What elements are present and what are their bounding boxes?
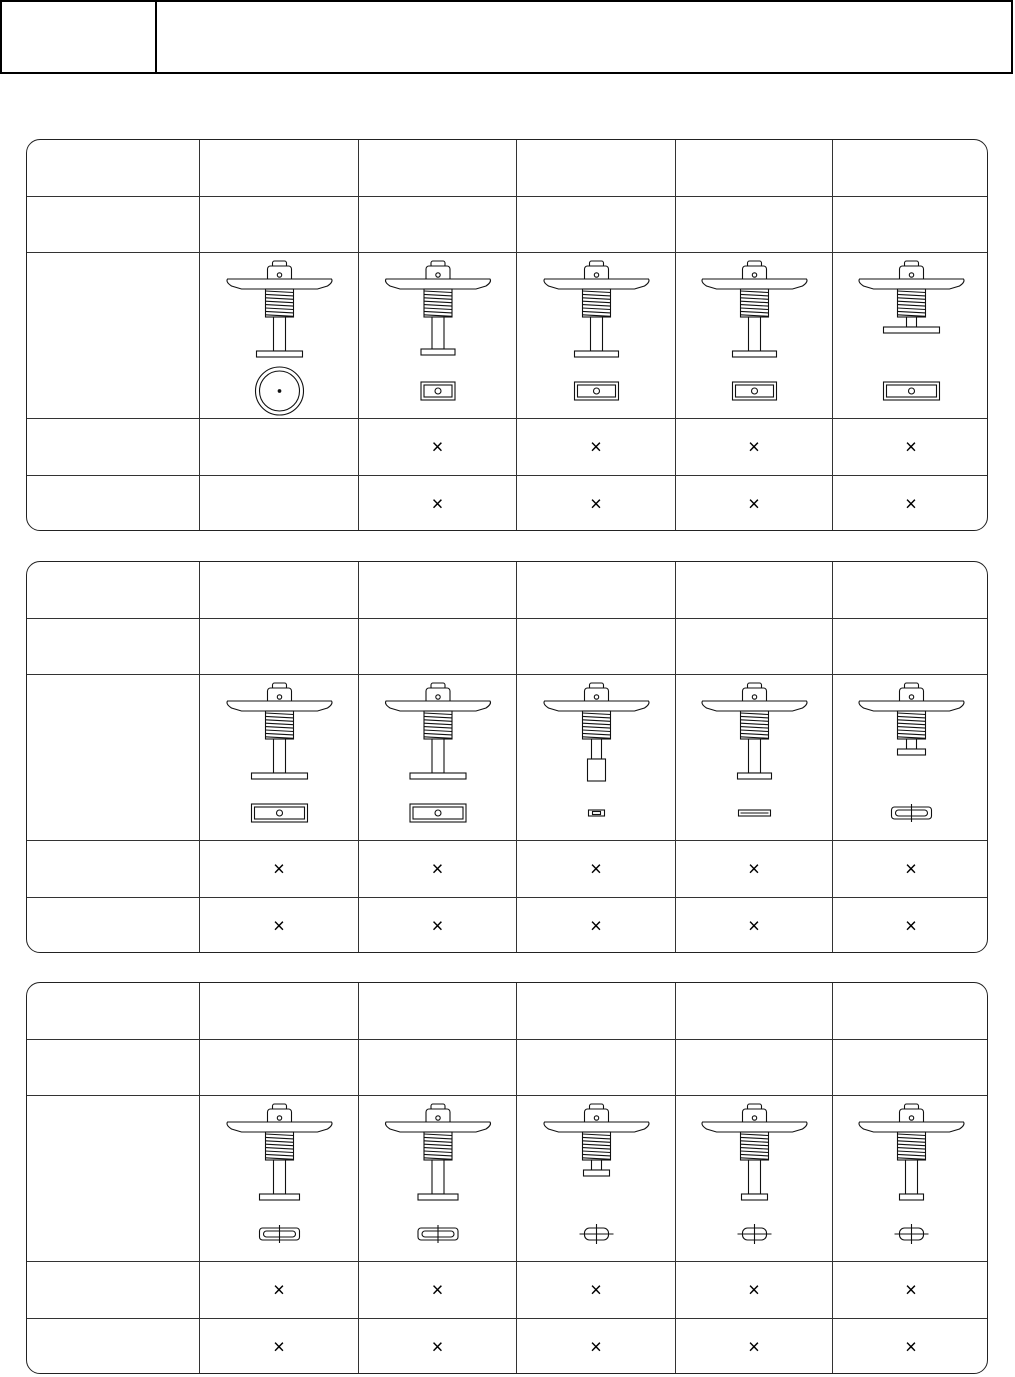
row-label-cell — [27, 253, 199, 419]
table-cell — [832, 1040, 988, 1096]
table-cell — [358, 983, 516, 1039]
table-cell — [832, 476, 988, 531]
table-cell — [516, 983, 675, 1039]
actuator-figure — [544, 683, 649, 816]
table-cell — [516, 841, 675, 898]
table-cell — [675, 419, 832, 476]
cross-mark: × — [590, 436, 602, 459]
table-cell — [199, 841, 358, 898]
cross-mark: × — [748, 436, 760, 459]
cross-mark: × — [590, 1336, 602, 1359]
table-cell — [675, 562, 832, 618]
table-cell — [199, 1040, 358, 1096]
actuator-figure — [227, 683, 332, 822]
table-cell — [832, 619, 988, 675]
row-label-cell — [27, 841, 199, 898]
row-label-cell — [27, 619, 199, 675]
cross-mark: × — [748, 915, 760, 938]
row-label-cell — [27, 1319, 199, 1374]
cross-mark: × — [431, 1279, 444, 1302]
spec-table — [26, 139, 988, 531]
table-cell — [832, 983, 988, 1039]
actuator-diagram — [200, 253, 358, 419]
table-cell — [358, 898, 516, 953]
table-cell — [832, 197, 988, 253]
table-cell — [675, 983, 832, 1039]
actuator-diagram — [833, 253, 988, 419]
cross-mark: × — [905, 915, 917, 938]
cross-mark: × — [273, 858, 285, 881]
table-cell — [199, 898, 358, 953]
table-cell — [199, 253, 358, 419]
table-cell — [832, 419, 988, 476]
table-cell — [358, 675, 516, 841]
table-cell — [199, 1262, 358, 1319]
table-cell — [358, 197, 516, 253]
cross-mark: × — [431, 436, 444, 459]
cross-mark: × — [905, 1336, 917, 1359]
actuator-figure — [859, 683, 964, 822]
table-cell — [199, 675, 358, 841]
cross-mark: × — [748, 493, 760, 516]
cross-mark: × — [431, 915, 444, 938]
table-cell — [199, 619, 358, 675]
cross-mark: × — [748, 1336, 760, 1359]
actuator-diagram — [359, 253, 516, 419]
table-row — [27, 562, 987, 618]
cross-mark: × — [273, 1279, 285, 1302]
table-cell — [516, 898, 675, 953]
cross-mark: × — [905, 858, 917, 881]
table-cell — [675, 197, 832, 253]
cross-mark: × — [905, 436, 917, 459]
header-box — [0, 0, 1013, 74]
actuator-figure — [702, 683, 807, 816]
actuator-diagram — [200, 1096, 358, 1262]
actuator-figure — [386, 261, 491, 400]
table-cell — [675, 1262, 832, 1319]
table-cell — [675, 898, 832, 953]
row-label-cell — [27, 197, 199, 253]
actuator-diagram — [517, 1096, 675, 1262]
cross-mark: × — [590, 858, 602, 881]
table-row — [27, 983, 987, 1039]
actuator-diagram — [676, 675, 832, 841]
actuator-figure — [227, 1104, 332, 1243]
actuator-diagram — [517, 253, 675, 419]
table-row — [27, 674, 987, 841]
table-cell — [358, 562, 516, 618]
table-row — [27, 897, 987, 953]
table-cell — [516, 675, 675, 841]
table-row — [27, 1318, 987, 1374]
table-cell — [358, 1096, 516, 1262]
row-label-cell — [27, 140, 199, 196]
table-cell — [516, 562, 675, 618]
cross-mark: × — [273, 915, 285, 938]
table-cell — [832, 898, 988, 953]
table-cell — [832, 1262, 988, 1319]
table-cell — [675, 1096, 832, 1262]
table-cell — [358, 841, 516, 898]
table-row — [27, 252, 987, 419]
cross-mark: × — [273, 1336, 285, 1359]
table-cell — [199, 983, 358, 1039]
table-cell — [516, 197, 675, 253]
table-cell — [516, 476, 675, 531]
cross-mark: × — [431, 858, 444, 881]
table-cell — [516, 1096, 675, 1262]
header-title-cell — [157, 2, 1011, 72]
actuator-figure — [702, 261, 807, 400]
table-row — [27, 196, 987, 253]
actuator-diagram — [359, 1096, 516, 1262]
spec-table — [26, 561, 988, 953]
table-cell — [675, 619, 832, 675]
row-label-cell — [27, 1096, 199, 1262]
table-cell — [832, 140, 988, 196]
table-row — [27, 418, 987, 476]
table-cell — [199, 476, 358, 531]
table-row — [27, 1095, 987, 1262]
table-cell — [358, 419, 516, 476]
table-row — [27, 1039, 987, 1096]
header-label-cell — [2, 2, 157, 72]
table-cell — [675, 1319, 832, 1374]
table-cell — [832, 841, 988, 898]
table-cell — [199, 197, 358, 253]
cross-mark: × — [590, 493, 602, 516]
actuator-figure — [702, 1104, 807, 1244]
table-cell — [832, 253, 988, 419]
table-cell — [516, 1040, 675, 1096]
table-row — [27, 840, 987, 898]
cross-mark: × — [431, 1336, 444, 1359]
row-label-cell — [27, 1262, 199, 1319]
cross-mark: × — [748, 858, 760, 881]
table-cell — [199, 1319, 358, 1374]
row-label-cell — [27, 983, 199, 1039]
table-cell — [199, 1096, 358, 1262]
table-cell — [675, 675, 832, 841]
table-cell — [199, 140, 358, 196]
actuator-figure — [386, 683, 491, 822]
table-cell — [199, 562, 358, 618]
table-cell — [516, 619, 675, 675]
table-cell — [358, 619, 516, 675]
actuator-diagram — [676, 1096, 832, 1262]
table-cell — [675, 140, 832, 196]
cross-mark: × — [748, 1279, 760, 1302]
actuator-diagram — [676, 253, 832, 419]
cross-mark: × — [590, 915, 602, 938]
table-row — [27, 475, 987, 531]
actuator-diagram — [517, 675, 675, 841]
table-cell — [675, 1040, 832, 1096]
table-cell — [832, 1319, 988, 1374]
table-cell — [516, 140, 675, 196]
table-cell — [516, 253, 675, 419]
table-cell — [675, 253, 832, 419]
actuator-figure — [386, 1104, 491, 1243]
spec-table — [26, 982, 988, 1374]
table-cell — [358, 1262, 516, 1319]
table-cell — [832, 675, 988, 841]
table-cell — [358, 253, 516, 419]
actuator-figure — [227, 261, 332, 415]
table-cell — [516, 1319, 675, 1374]
cross-mark: × — [590, 1279, 602, 1302]
table-cell — [675, 476, 832, 531]
row-label-cell — [27, 898, 199, 953]
table-cell — [358, 1040, 516, 1096]
table-cell — [832, 1096, 988, 1262]
row-label-cell — [27, 419, 199, 476]
actuator-figure — [544, 261, 649, 400]
table-cell — [358, 140, 516, 196]
actuator-figure — [859, 261, 964, 400]
actuator-diagram — [359, 675, 516, 841]
row-label-cell — [27, 562, 199, 618]
table-cell — [358, 476, 516, 531]
table-row — [27, 140, 987, 196]
table-row — [27, 618, 987, 675]
row-label-cell — [27, 675, 199, 841]
table-cell — [832, 562, 988, 618]
actuator-diagram — [200, 675, 358, 841]
row-label-cell — [27, 1040, 199, 1096]
cross-mark: × — [905, 1279, 917, 1302]
actuator-figure — [859, 1104, 964, 1244]
table-cell — [516, 1262, 675, 1319]
cross-mark: × — [431, 493, 444, 516]
table-row — [27, 1261, 987, 1319]
cross-mark: × — [905, 493, 917, 516]
table-cell — [199, 419, 358, 476]
table-cell — [516, 419, 675, 476]
table-cell — [675, 841, 832, 898]
row-label-cell — [27, 476, 199, 531]
actuator-figure — [544, 1104, 649, 1244]
actuator-diagram — [833, 675, 988, 841]
table-cell — [358, 1319, 516, 1374]
actuator-diagram — [833, 1096, 988, 1262]
